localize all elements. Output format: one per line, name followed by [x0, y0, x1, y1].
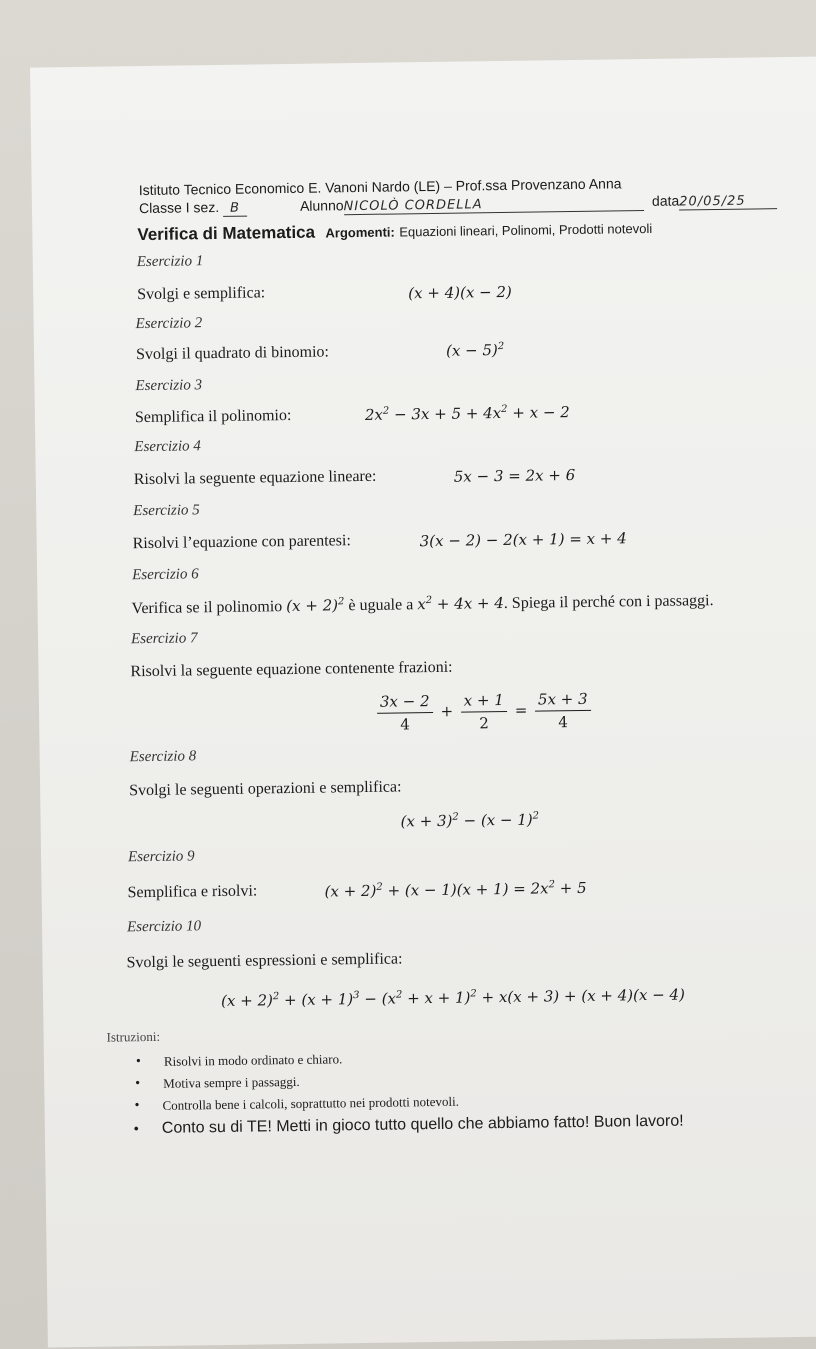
exercise-3-text: Semplifica il polinomio: — [134, 406, 292, 427]
exercise-7-math — [374, 690, 594, 734]
ex10-e1: 2 — [272, 991, 280, 1003]
ex10-e2: 3 — [353, 990, 360, 1002]
exercise-4-label: Esercizio 4 — [134, 438, 201, 456]
topics-text: Equazioni lineari, Polinomi, Prodotti notevoli — [399, 220, 653, 240]
ex6-t1: Verifica se il polinomio — [131, 598, 283, 618]
ex7-frac-1 — [377, 692, 433, 734]
exercise-7-text: Risolvi la seguente equazione contenente frazioni: — [130, 658, 453, 681]
ex10-e3: 2 — [395, 989, 403, 1001]
ex3-e2: 2 — [501, 403, 508, 416]
instruction-item-2: • Motiva sempre i passaggi. — [163, 1074, 300, 1092]
exercise-2-math — [446, 341, 504, 360]
exercise-8-text: Svolgi le seguenti operazioni e semplifica: — [129, 778, 402, 800]
ex6-t3: . Spiega il perché con i passaggi. — [503, 592, 714, 613]
alunno-label: Alunno — [299, 197, 344, 214]
topics-label: Argomenti: — [325, 224, 395, 241]
ex6-t2: è uguale a — [348, 596, 414, 615]
instruction-item-1: • Risolvi in modo ordinato e chiaro. — [164, 1051, 343, 1069]
classe-label: Classe I sez. — [138, 198, 220, 217]
exercise-6-label: Esercizio 6 — [132, 566, 199, 584]
ex7-f2-num: x + 1 — [461, 691, 507, 713]
exercise-9-label: Esercizio 9 — [127, 848, 195, 866]
ex3-e1: 2 — [382, 405, 390, 417]
exercise-10-math — [221, 986, 685, 1010]
ex7-f3-den: 4 — [558, 713, 568, 732]
exercise-5-math: 3(x − 2) − 2(x + 1) = x + 4 — [419, 529, 627, 551]
ex7-op1: + — [440, 702, 454, 721]
ex6-e1: 2 — [337, 596, 345, 608]
ex8-m1: (x + 3) — [400, 811, 453, 831]
ex10-e4: 2 — [470, 988, 477, 1000]
ex7-frac-2 — [461, 691, 508, 733]
exercise-2-label: Esercizio 2 — [135, 315, 203, 333]
exercise-9-math — [324, 879, 586, 901]
ex3-m3: + x − 2 — [507, 403, 570, 422]
ex8-m2: − (x − 1) — [458, 810, 533, 830]
ex9-e2: 2 — [548, 879, 555, 891]
ex8-e1: 2 — [452, 811, 459, 823]
alunno-field — [300, 193, 644, 216]
ex7-frac-3 — [535, 690, 591, 732]
data-field — [652, 191, 777, 211]
page-title: Verifica di Matematica — [137, 222, 316, 245]
ex9-m3: + 5 — [554, 878, 587, 898]
exercise-7-label: Esercizio 7 — [130, 630, 198, 648]
ex10-m3: − (x — [359, 989, 397, 1009]
exercise-3-label: Esercizio 3 — [135, 377, 203, 395]
exercise-2-text: Svolgi il quadrato di binomio: — [135, 343, 330, 364]
exercise-3-math — [365, 403, 570, 424]
ex3-m2: − 3x + 5 + 4x — [389, 404, 502, 424]
school-line: Istituto Tecnico Economico E. Vanoni Nardo (LE) – Prof.ssa Provenzano Anna — [138, 175, 622, 199]
instruction-item-3: • Controlla bene i calcoli, soprattutto nei prodotti notevoli. — [162, 1094, 459, 1114]
ex7-op2: = — [514, 701, 528, 720]
ex6-m1: (x + 2) — [286, 596, 339, 616]
ex9-e1: 2 — [376, 881, 383, 893]
ex6-e2: 2 — [425, 595, 433, 607]
ex7-f1-den: 4 — [400, 715, 410, 734]
exercise-4-math: 5x − 3 = 2x + 6 — [453, 466, 576, 486]
instructions-label: Istruzioni: — [106, 1028, 161, 1045]
exercise-10-text: Svolgi le seguenti espressioni e semplifica: — [126, 950, 403, 972]
ex2-exp: 2 — [497, 340, 505, 353]
ex8-e2: 2 — [532, 810, 540, 822]
classe-field — [139, 199, 247, 219]
ex2-base: (x − 5) — [445, 341, 498, 360]
ex3-m1: 2x — [364, 405, 384, 424]
exercise-8-label: Esercizio 8 — [129, 748, 197, 766]
exercise-6-text — [131, 591, 713, 618]
ex7-f2-den: 2 — [479, 714, 489, 733]
ex10-m4: + x + 1) — [402, 988, 471, 1008]
exercise-1-label: Esercizio 1 — [136, 253, 204, 271]
ex9-m2: + (x − 1)(x + 1) = 2x — [382, 879, 549, 900]
classe-value: B — [223, 201, 247, 217]
exercise-1-text: Svolgi e semplifica: — [137, 284, 266, 304]
instruction-item-4: • Conto su di TE! Metti in gioco tutto quello che abbiamo fatto! Buon lavoro! — [162, 1113, 684, 1138]
ex10-m5: + x(x + 3) + (x + 4)(x − 4) — [476, 985, 686, 1007]
ex6-m3: + 4x + 4 — [431, 594, 504, 614]
worksheet-page — [30, 56, 816, 1347]
ex10-m1: (x + 2) — [220, 991, 274, 1011]
exercise-1-math: (x + 4)(x − 2) — [408, 282, 512, 303]
ex6-m2: x — [417, 595, 426, 614]
exercise-8-math — [400, 811, 539, 831]
alunno-value: NICOLÒ CORDELLA — [344, 195, 644, 215]
exercise-9-text: Semplifica e risolvi: — [127, 882, 258, 902]
data-label: data — [651, 192, 680, 209]
ex10-m2: + (x + 1) — [279, 990, 354, 1010]
data-value: 20/05/25 — [679, 193, 777, 210]
ex6-target — [417, 594, 504, 613]
ex7-f1-num: 3x − 2 — [377, 692, 433, 714]
ex9-m1: (x + 2) — [324, 881, 377, 901]
ex7-f3-num: 5x + 3 — [535, 690, 591, 712]
exercise-4-text: Risolvi la seguente equazione lineare: — [133, 467, 377, 489]
exercise-10-label: Esercizio 10 — [126, 918, 202, 936]
title-row — [137, 218, 652, 245]
ex6-poly — [286, 596, 344, 615]
exercise-5-label: Esercizio 5 — [133, 502, 200, 520]
exercise-5-text: Risolvi l’equazione con parentesi: — [132, 532, 351, 553]
